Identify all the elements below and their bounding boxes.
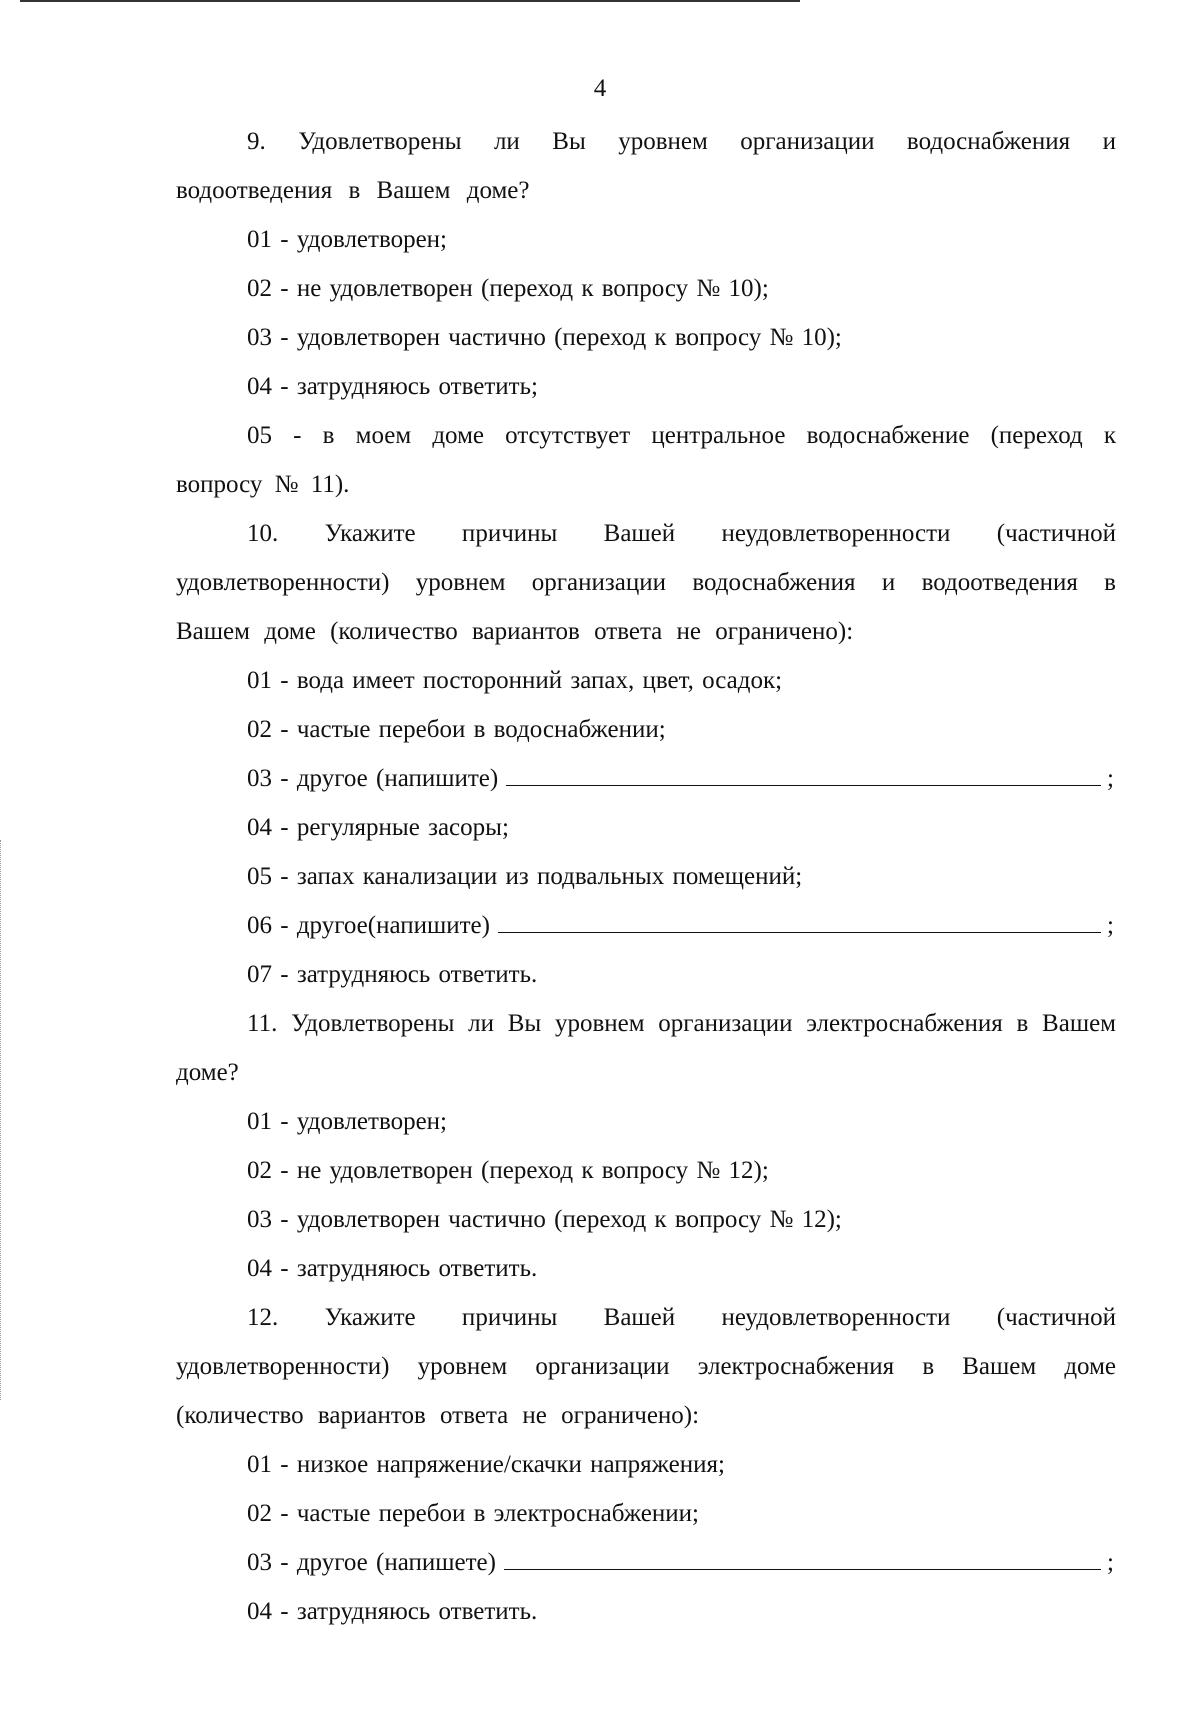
question-9: 9. Удовлетворены ли Вы уровнем организации водоснабжения и водоотведения в Вашем доме? — [176, 128, 1116, 204]
q10-option-04: 04 - регулярные засоры; — [247, 814, 509, 841]
q9-option-04: 04 - затрудняюсь ответить; — [247, 373, 538, 400]
q12-option-03-write-in-line[interactable] — [504, 1551, 1101, 1570]
q10-option-06-semicolon: ; — [1107, 912, 1114, 939]
q11-option-02: 02 - не удовлетворен (переход к вопросу № 12); — [247, 1157, 769, 1184]
q12-option-03 — [247, 1538, 1116, 1587]
q10-option-06-write-in-line[interactable] — [498, 914, 1101, 933]
q10-option-03-write-in-line[interactable] — [506, 767, 1101, 786]
q12-option-03-label: 03 - другое (напишете) — [247, 1549, 496, 1576]
top-rule — [20, 0, 800, 2]
q12-option-01: 01 - низкое напряжение/скачки напряжения; — [247, 1451, 725, 1478]
question-11: 11. Удовлетворены ли Вы уровнем организации электроснабжения в Вашем доме? — [176, 1010, 1116, 1086]
q10-option-01: 01 - вода имеет посторонний запах, цвет, осадок; — [247, 667, 783, 694]
q11-option-01: 01 - удовлетворен; — [247, 1108, 447, 1135]
q10-option-02: 02 - частые перебои в водоснабжении; — [247, 716, 666, 743]
q10-option-03-semicolon: ; — [1107, 765, 1114, 792]
q12-option-03-semicolon: ; — [1107, 1549, 1114, 1576]
q9-option-02: 02 - не удовлетворен (переход к вопросу № 10); — [247, 275, 769, 302]
question-10: 10. Укажите причины Вашей неудовлетворенности (частичной удовлетворенности) уровнем организации водоснабжения и водоотведения в Вашем доме (количество вариантов ответа не ограничено): — [176, 520, 1116, 645]
q11-option-03: 03 - удовлетворен частично (переход к вопросу № 12); — [247, 1206, 842, 1233]
q10-option-03 — [247, 754, 1116, 803]
q10-option-07: 07 - затрудняюсь ответить. — [247, 961, 538, 988]
q9-option-05: 05 - в моем доме отсутствует центральное водоснабжение (переход к вопросу № 11). — [176, 422, 1116, 498]
q11-option-04: 04 - затрудняюсь ответить. — [247, 1255, 538, 1282]
q10-option-06-label: 06 - другое(напишите) — [247, 912, 490, 939]
q12-option-04: 04 - затрудняюсь ответить. — [247, 1598, 538, 1625]
question-12: 12. Укажите причины Вашей неудовлетворенности (частичной удовлетворенности) уровнем организации электроснабжения в Вашем доме (количество вариантов ответа не ограничено): — [176, 1304, 1116, 1429]
document-body — [176, 117, 1116, 1636]
q10-option-06 — [247, 901, 1116, 950]
scan-margin-marks — [0, 840, 5, 1400]
q10-option-05: 05 - запах канализации из подвальных помещений; — [247, 863, 803, 890]
q9-option-03: 03 - удовлетворен частично (переход к вопросу № 10); — [247, 324, 842, 351]
q12-option-02: 02 - частые перебои в электроснабжении; — [247, 1500, 699, 1527]
q10-option-03-label: 03 - другое (напишите) — [247, 765, 499, 792]
q9-option-01: 01 - удовлетворен; — [247, 226, 447, 253]
page-number: 4 — [593, 75, 607, 102]
